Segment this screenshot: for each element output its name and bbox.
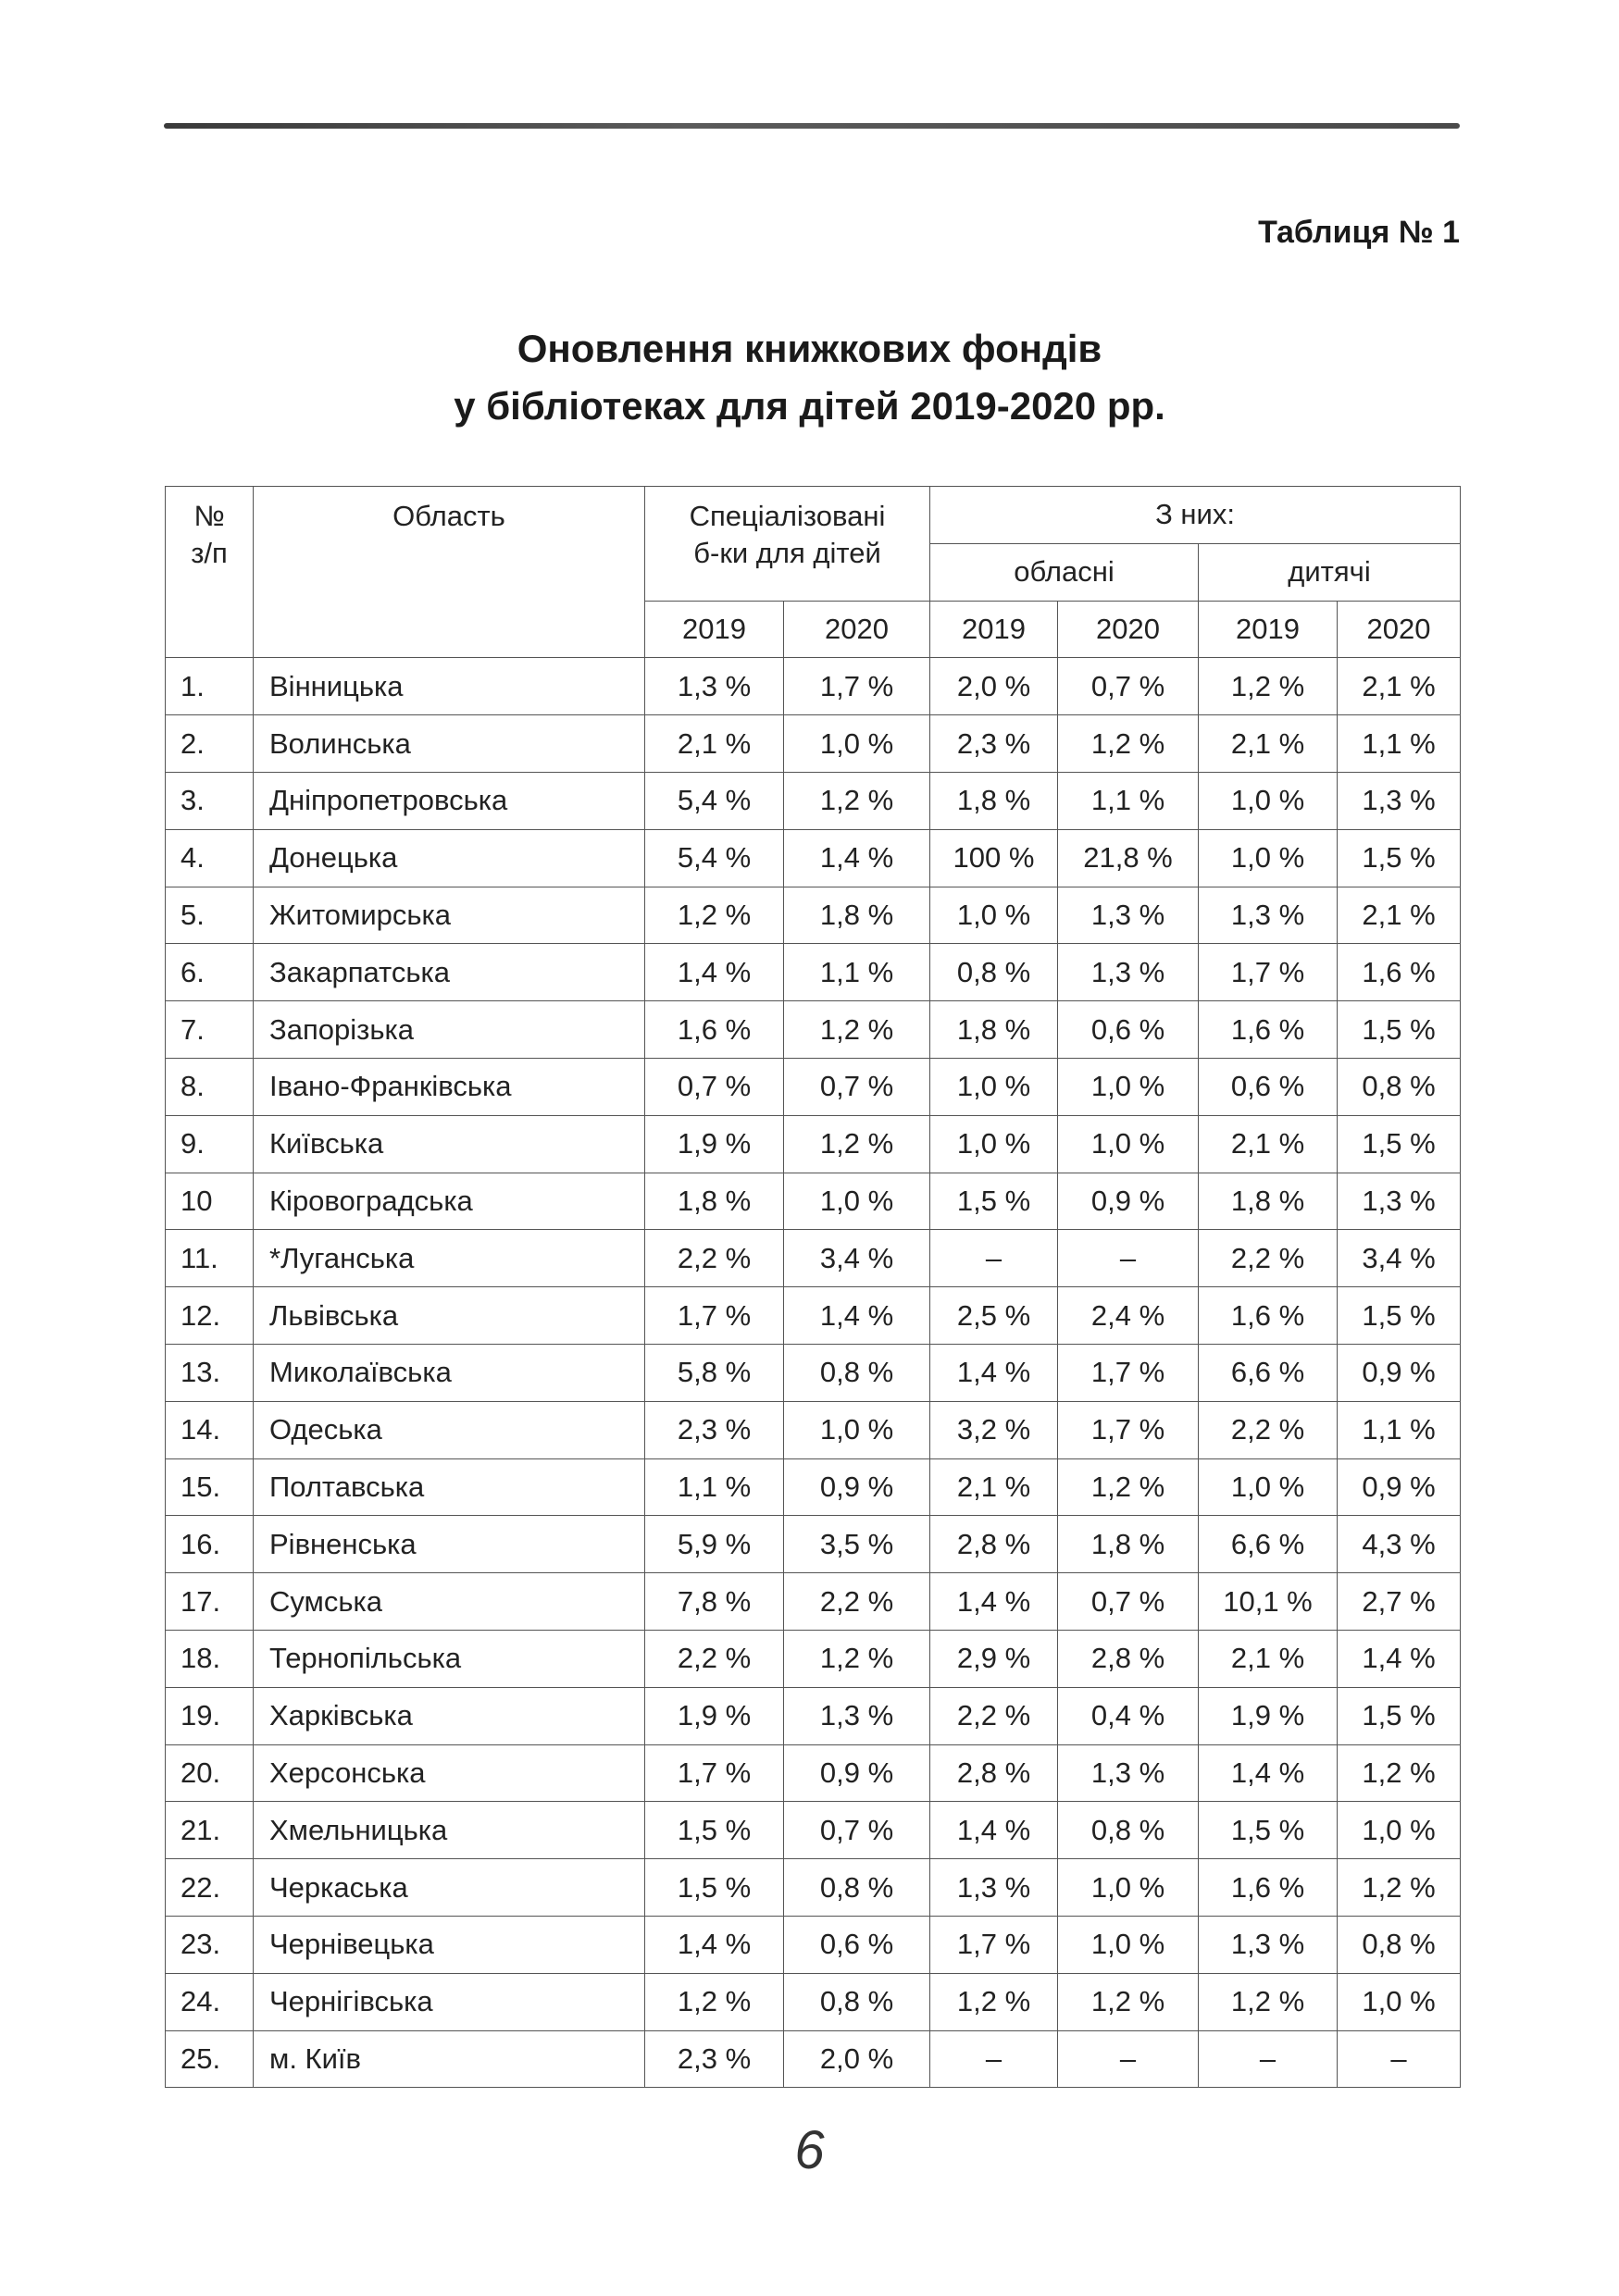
value-cell: 1,3 %	[1058, 887, 1199, 944]
value-cell: 1,0 %	[1338, 1973, 1461, 2030]
value-cell: 1,9 %	[645, 1115, 784, 1173]
value-cell: 1,3 %	[1058, 944, 1199, 1001]
header-year: 2020	[1338, 601, 1461, 658]
row-number: 1.	[166, 658, 254, 715]
region-name: Чернівецька	[254, 1916, 645, 1973]
value-cell: 1,2 %	[784, 1630, 930, 1687]
row-number: 23.	[166, 1916, 254, 1973]
value-cell: 1,2 %	[1338, 1859, 1461, 1917]
value-cell: 1,4 %	[1199, 1744, 1338, 1802]
value-cell: 1,3 %	[1199, 887, 1338, 944]
table-row	[166, 1687, 1461, 1744]
header-row-1	[166, 487, 1461, 544]
value-cell: 1,3 %	[1338, 772, 1461, 829]
value-cell: 1,6 %	[1199, 1859, 1338, 1917]
row-number: 13.	[166, 1344, 254, 1401]
value-cell: 0,8 %	[1058, 1802, 1199, 1859]
table-row	[166, 1630, 1461, 1687]
value-cell: 1,0 %	[930, 1058, 1058, 1115]
table-row	[166, 1516, 1461, 1573]
value-cell: 2,0 %	[930, 658, 1058, 715]
value-cell: 2,1 %	[645, 715, 784, 773]
value-cell: 2,1 %	[930, 1458, 1058, 1516]
value-cell: 1,2 %	[784, 772, 930, 829]
table-row	[166, 772, 1461, 829]
row-number: 25.	[166, 2030, 254, 2088]
row-number: 19.	[166, 1687, 254, 1744]
value-cell: 5,9 %	[645, 1516, 784, 1573]
value-cell: 0,7 %	[1058, 1573, 1199, 1631]
row-number: 8.	[166, 1058, 254, 1115]
header-number-line-2: з/п	[191, 537, 228, 569]
header-specialized-line-2: б-ки для дітей	[693, 537, 881, 569]
row-number: 6.	[166, 944, 254, 1001]
value-cell: 3,5 %	[784, 1516, 930, 1573]
value-cell: 1,5 %	[645, 1802, 784, 1859]
value-cell: 2,3 %	[930, 715, 1058, 773]
header-year: 2020	[1058, 601, 1199, 658]
value-cell: 1,7 %	[930, 1916, 1058, 1973]
region-name: Кіровоградська	[254, 1173, 645, 1230]
value-cell: 1,2 %	[1058, 1973, 1199, 2030]
value-cell: 2,8 %	[1058, 1630, 1199, 1687]
value-cell: 1,2 %	[1199, 658, 1338, 715]
document-title	[0, 320, 1619, 435]
value-cell: 0,8 %	[1338, 1916, 1461, 1973]
row-number: 9.	[166, 1115, 254, 1173]
value-cell: 1,6 %	[645, 1001, 784, 1059]
region-name: Львівська	[254, 1287, 645, 1345]
value-cell: 1,7 %	[784, 658, 930, 715]
region-name: Полтавська	[254, 1458, 645, 1516]
value-cell: –	[1338, 2030, 1461, 2088]
value-cell: 5,4 %	[645, 772, 784, 829]
table-row	[166, 1458, 1461, 1516]
value-cell: 1,3 %	[930, 1859, 1058, 1917]
header-rule	[164, 123, 1460, 129]
value-cell: 0,6 %	[784, 1916, 930, 1973]
value-cell: 1,4 %	[645, 1916, 784, 1973]
value-cell: 1,0 %	[784, 1173, 930, 1230]
value-cell: 2,2 %	[645, 1630, 784, 1687]
region-name: Чернігівська	[254, 1973, 645, 2030]
table-row	[166, 1916, 1461, 1973]
region-name: Тернопільська	[254, 1630, 645, 1687]
value-cell: 0,8 %	[784, 1973, 930, 2030]
value-cell: 2,7 %	[1338, 1573, 1461, 1631]
header-year: 2019	[1199, 601, 1338, 658]
table-row	[166, 1115, 1461, 1173]
value-cell: 5,4 %	[645, 829, 784, 887]
value-cell: 2,8 %	[930, 1744, 1058, 1802]
row-number: 7.	[166, 1001, 254, 1059]
row-number: 15.	[166, 1458, 254, 1516]
header-number	[166, 487, 254, 658]
value-cell: 3,4 %	[784, 1230, 930, 1287]
value-cell: 1,8 %	[930, 1001, 1058, 1059]
table-row	[166, 944, 1461, 1001]
row-number: 21.	[166, 1802, 254, 1859]
value-cell: 2,2 %	[1199, 1401, 1338, 1458]
value-cell: 5,8 %	[645, 1344, 784, 1401]
value-cell: –	[1058, 1230, 1199, 1287]
value-cell: 1,3 %	[1199, 1916, 1338, 1973]
value-cell: 1,8 %	[1058, 1516, 1199, 1573]
value-cell: 1,7 %	[645, 1744, 784, 1802]
value-cell: 2,4 %	[1058, 1287, 1199, 1345]
value-cell: 2,1 %	[1199, 1115, 1338, 1173]
value-cell: 1,9 %	[645, 1687, 784, 1744]
value-cell: 1,0 %	[1058, 1115, 1199, 1173]
value-cell: 1,5 %	[930, 1173, 1058, 1230]
value-cell: 1,1 %	[645, 1458, 784, 1516]
value-cell: 3,4 %	[1338, 1230, 1461, 1287]
value-cell: 0,9 %	[784, 1744, 930, 1802]
value-cell: 1,3 %	[1338, 1173, 1461, 1230]
value-cell: 0,8 %	[1338, 1058, 1461, 1115]
value-cell: 1,5 %	[1338, 829, 1461, 887]
header-year: 2020	[784, 601, 930, 658]
value-cell: 1,0 %	[1058, 1916, 1199, 1973]
value-cell: 7,8 %	[645, 1573, 784, 1631]
region-name: *Луганська	[254, 1230, 645, 1287]
region-name: Івано-Франківська	[254, 1058, 645, 1115]
value-cell: 2,8 %	[930, 1516, 1058, 1573]
row-number: 11.	[166, 1230, 254, 1287]
value-cell: 1,0 %	[930, 887, 1058, 944]
row-number: 3.	[166, 772, 254, 829]
table-label: Таблиця № 1	[1258, 215, 1460, 250]
value-cell: 1,2 %	[1338, 1744, 1461, 1802]
value-cell: 1,5 %	[1338, 1115, 1461, 1173]
row-number: 24.	[166, 1973, 254, 2030]
row-number: 12.	[166, 1287, 254, 1345]
value-cell: 1,7 %	[1058, 1344, 1199, 1401]
title-line-2: у бібліотеках для дітей 2019-2020 рр.	[454, 384, 1165, 428]
table-row	[166, 1001, 1461, 1059]
value-cell: 2,5 %	[930, 1287, 1058, 1345]
value-cell: 1,4 %	[1338, 1630, 1461, 1687]
value-cell: 1,4 %	[784, 1287, 930, 1345]
value-cell: 1,4 %	[930, 1802, 1058, 1859]
value-cell: 1,2 %	[1199, 1973, 1338, 2030]
value-cell: 1,4 %	[930, 1344, 1058, 1401]
row-number: 10	[166, 1173, 254, 1230]
value-cell: 1,2 %	[645, 887, 784, 944]
title-line-1: Оновлення книжкових фондів	[517, 327, 1102, 370]
region-name: Миколаївська	[254, 1344, 645, 1401]
value-cell: 1,0 %	[784, 1401, 930, 1458]
row-number: 22.	[166, 1859, 254, 1917]
value-cell: 1,8 %	[645, 1173, 784, 1230]
value-cell: 1,1 %	[784, 944, 930, 1001]
value-cell: 1,0 %	[784, 715, 930, 773]
table-row	[166, 887, 1461, 944]
value-cell: 1,7 %	[1058, 1401, 1199, 1458]
value-cell: 0,7 %	[1058, 658, 1199, 715]
value-cell: 1,7 %	[1199, 944, 1338, 1001]
region-name: Харківська	[254, 1687, 645, 1744]
value-cell: 1,3 %	[1058, 1744, 1199, 1802]
table-row	[166, 1230, 1461, 1287]
value-cell: 1,3 %	[645, 658, 784, 715]
row-number: 16.	[166, 1516, 254, 1573]
value-cell: 2,2 %	[645, 1230, 784, 1287]
table-row	[166, 1573, 1461, 1631]
header-regional: обласні	[930, 543, 1199, 601]
value-cell: 1,2 %	[1058, 1458, 1199, 1516]
value-cell: 1,5 %	[1338, 1687, 1461, 1744]
value-cell: –	[1199, 2030, 1338, 2088]
value-cell: 2,2 %	[930, 1687, 1058, 1744]
value-cell: 1,2 %	[784, 1115, 930, 1173]
table-row	[166, 1802, 1461, 1859]
value-cell: 1,8 %	[1199, 1173, 1338, 1230]
value-cell: –	[930, 1230, 1058, 1287]
book-fund-renewal-table	[165, 486, 1461, 2088]
value-cell: 2,9 %	[930, 1630, 1058, 1687]
row-number: 2.	[166, 715, 254, 773]
value-cell: –	[1058, 2030, 1199, 2088]
value-cell: 2,1 %	[1338, 658, 1461, 715]
header-year: 2019	[645, 601, 784, 658]
value-cell: 1,0 %	[1199, 1458, 1338, 1516]
value-cell: 1,0 %	[930, 1115, 1058, 1173]
table-row	[166, 1744, 1461, 1802]
value-cell: 21,8 %	[1058, 829, 1199, 887]
table-row	[166, 1287, 1461, 1345]
region-name: Житомирська	[254, 887, 645, 944]
table-row	[166, 1173, 1461, 1230]
table-row	[166, 658, 1461, 715]
value-cell: 6,6 %	[1199, 1516, 1338, 1573]
value-cell: 6,6 %	[1199, 1344, 1338, 1401]
value-cell: 1,5 %	[1199, 1802, 1338, 1859]
value-cell: 1,0 %	[1058, 1859, 1199, 1917]
value-cell: 0,7 %	[645, 1058, 784, 1115]
region-name: Вінницька	[254, 658, 645, 715]
value-cell: 0,8 %	[930, 944, 1058, 1001]
value-cell: 1,3 %	[784, 1687, 930, 1744]
value-cell: 0,7 %	[784, 1058, 930, 1115]
region-name: Закарпатська	[254, 944, 645, 1001]
value-cell: 1,2 %	[645, 1973, 784, 2030]
value-cell: 1,0 %	[1199, 772, 1338, 829]
region-name: Одеська	[254, 1401, 645, 1458]
row-number: 18.	[166, 1630, 254, 1687]
row-number: 4.	[166, 829, 254, 887]
value-cell: –	[930, 2030, 1058, 2088]
table-body	[166, 658, 1461, 2088]
table-row	[166, 829, 1461, 887]
table-row	[166, 715, 1461, 773]
header-specialized-line-1: Спеціалізовані	[689, 500, 886, 532]
value-cell: 100 %	[930, 829, 1058, 887]
value-cell: 1,6 %	[1338, 944, 1461, 1001]
region-name: м. Київ	[254, 2030, 645, 2088]
table-header	[166, 487, 1461, 658]
value-cell: 1,0 %	[1058, 1058, 1199, 1115]
header-childrens: дитячі	[1199, 543, 1461, 601]
value-cell: 1,8 %	[784, 887, 930, 944]
value-cell: 0,9 %	[784, 1458, 930, 1516]
value-cell: 1,1 %	[1058, 772, 1199, 829]
region-name: Київська	[254, 1115, 645, 1173]
row-number: 14.	[166, 1401, 254, 1458]
value-cell: 2,0 %	[784, 2030, 930, 2088]
value-cell: 2,3 %	[645, 1401, 784, 1458]
value-cell: 1,4 %	[645, 944, 784, 1001]
value-cell: 1,8 %	[930, 772, 1058, 829]
table-row	[166, 1859, 1461, 1917]
header-year: 2019	[930, 601, 1058, 658]
value-cell: 1,0 %	[1199, 829, 1338, 887]
value-cell: 2,1 %	[1199, 1630, 1338, 1687]
value-cell: 1,2 %	[784, 1001, 930, 1059]
value-cell: 1,2 %	[930, 1973, 1058, 2030]
value-cell: 1,1 %	[1338, 1401, 1461, 1458]
value-cell: 2,3 %	[645, 2030, 784, 2088]
header-of-them: З них:	[930, 487, 1461, 544]
row-number: 20.	[166, 1744, 254, 1802]
value-cell: 1,0 %	[1338, 1802, 1461, 1859]
header-region: Область	[254, 487, 645, 658]
value-cell: 1,5 %	[645, 1859, 784, 1917]
region-name: Сумська	[254, 1573, 645, 1631]
value-cell: 0,6 %	[1199, 1058, 1338, 1115]
value-cell: 2,1 %	[1338, 887, 1461, 944]
region-name: Донецька	[254, 829, 645, 887]
table-row	[166, 1973, 1461, 2030]
value-cell: 1,6 %	[1199, 1287, 1338, 1345]
value-cell: 0,9 %	[1058, 1173, 1199, 1230]
value-cell: 1,2 %	[1058, 715, 1199, 773]
value-cell: 0,4 %	[1058, 1687, 1199, 1744]
value-cell: 1,6 %	[1199, 1001, 1338, 1059]
region-name: Херсонська	[254, 1744, 645, 1802]
value-cell: 10,1 %	[1199, 1573, 1338, 1631]
value-cell: 1,4 %	[930, 1573, 1058, 1631]
row-number: 17.	[166, 1573, 254, 1631]
value-cell: 2,1 %	[1199, 715, 1338, 773]
row-number: 5.	[166, 887, 254, 944]
region-name: Волинська	[254, 715, 645, 773]
value-cell: 1,5 %	[1338, 1001, 1461, 1059]
value-cell: 0,9 %	[1338, 1344, 1461, 1401]
region-name: Запорізька	[254, 1001, 645, 1059]
value-cell: 0,8 %	[784, 1344, 930, 1401]
region-name: Черкаська	[254, 1859, 645, 1917]
table-row	[166, 1401, 1461, 1458]
value-cell: 0,9 %	[1338, 1458, 1461, 1516]
region-name: Хмельницька	[254, 1802, 645, 1859]
value-cell: 2,2 %	[784, 1573, 930, 1631]
value-cell: 1,5 %	[1338, 1287, 1461, 1345]
value-cell: 1,7 %	[645, 1287, 784, 1345]
value-cell: 4,3 %	[1338, 1516, 1461, 1573]
table-row	[166, 1058, 1461, 1115]
value-cell: 0,8 %	[784, 1859, 930, 1917]
value-cell: 2,2 %	[1199, 1230, 1338, 1287]
value-cell: 1,9 %	[1199, 1687, 1338, 1744]
value-cell: 0,7 %	[784, 1802, 930, 1859]
region-name: Рівненська	[254, 1516, 645, 1573]
page-number: 6	[794, 2120, 825, 2180]
header-specialized-libraries	[645, 487, 930, 602]
region-name: Дніпропетровська	[254, 772, 645, 829]
table-row	[166, 2030, 1461, 2088]
value-cell: 0,6 %	[1058, 1001, 1199, 1059]
header-number-line-1: №	[193, 500, 225, 532]
value-cell: 1,4 %	[784, 829, 930, 887]
table-row	[166, 1344, 1461, 1401]
value-cell: 3,2 %	[930, 1401, 1058, 1458]
value-cell: 1,1 %	[1338, 715, 1461, 773]
